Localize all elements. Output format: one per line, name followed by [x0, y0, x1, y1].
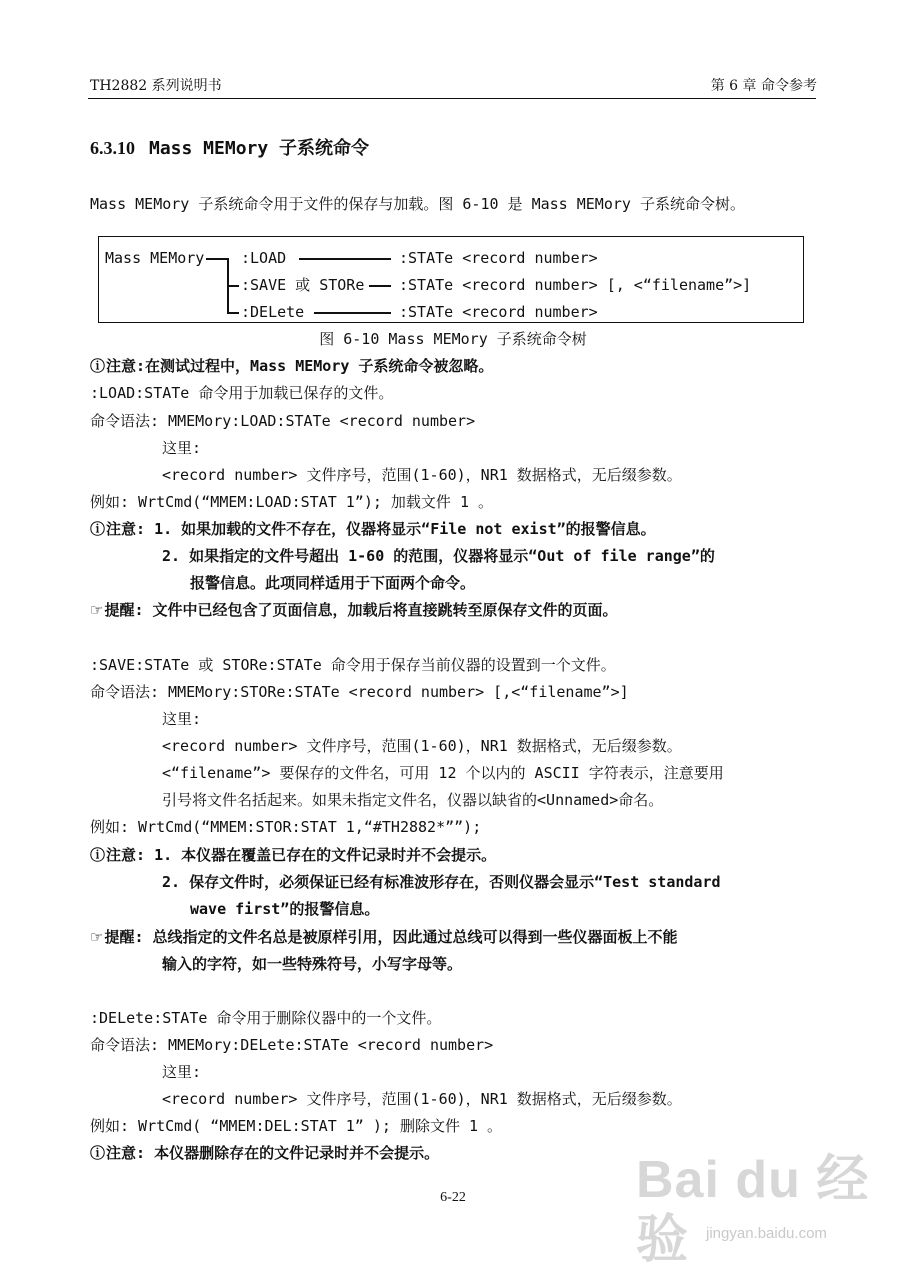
tree-dash: [314, 312, 391, 314]
tree-cmd-save: :SAVE 或 STORe: [241, 276, 365, 294]
tree-branch: [227, 312, 239, 314]
load-note-1: ⓘ注意: 1. 如果加载的文件不存在，仪器将显示“File not exist”的报警信息。: [90, 520, 656, 538]
section-number: 6.3.10: [90, 138, 135, 158]
note-ignored: ⓘ注意:在测试过程中，Mass MEMory 子系统命令被忽略。: [90, 357, 494, 375]
save-param-2a: <“filename”> 要保存的文件名，可用 12 个以内的 ASCII 字符表示，注意要用: [162, 764, 724, 782]
pointing-hand-icon: ☞: [90, 601, 104, 619]
save-tip-a: ☞提醒: 总线指定的文件名总是被原样引用，因此通过总线可以得到一些仪器面板上不能: [90, 928, 678, 946]
load-description: :LOAD:STATe 命令用于加载已保存的文件。: [90, 384, 394, 402]
tree-connector: [206, 258, 228, 260]
delete-where: 这里:: [162, 1063, 202, 1081]
baidu-watermark: [636, 1150, 876, 1270]
circled-i-icon: ⓘ: [90, 846, 106, 864]
save-tip-b: 输入的字符，如一些特殊符号，小写字母等。: [162, 955, 463, 973]
save-syntax: 命令语法: MMEMory:STORe:STATe <record number> [,<“filename”>]: [90, 683, 629, 701]
load-param: <record number> 文件序号，范围(1-60)，NR1 数据格式，无后缀参数。: [162, 466, 682, 484]
page-number: 6-22: [440, 1190, 466, 1205]
watermark-url: jingyan.baidu.com: [706, 1225, 827, 1242]
tree-cmd-delete: :DELete: [241, 303, 305, 321]
pointing-hand-icon: ☞: [90, 928, 104, 946]
save-note-1: ⓘ注意: 1. 本仪器在覆盖已存在的文件记录时并不会提示。: [90, 846, 497, 864]
save-example: 例如: WrtCmd(“MMEM:STOR:STAT 1,“#TH2882*””);: [90, 818, 482, 836]
command-tree: [98, 236, 804, 323]
tree-param-save: :STATe <record number> [, <“filename”>]: [399, 276, 752, 294]
circled-i-icon: ⓘ: [90, 1144, 106, 1162]
header-rule: [88, 98, 816, 99]
save-param-2b: 引号将文件名括起来。如果未指定文件名，仪器以缺省的<Unnamed>命名。: [162, 791, 664, 809]
save-note-2a: 2. 保存文件时，必须保证已经有标准波形存在，否则仪器会显示“Test standard: [162, 873, 721, 891]
tree-dash: [299, 258, 391, 260]
header-right: 第 6 章 命令参考: [710, 78, 817, 94]
load-tip: ☞提醒: 文件中已经包含了页面信息，加载后将直接跳转至原保存文件的页面。: [90, 601, 618, 619]
delete-description: :DELete:STATe 命令用于删除仪器中的一个文件。: [90, 1009, 442, 1027]
section-title: [90, 136, 369, 161]
section-title-text: Mass MEMory 子系统命令: [149, 138, 370, 159]
delete-example: 例如: WrtCmd( “MMEM:DEL:STAT 1” ); 删除文件 1 。: [90, 1117, 503, 1135]
delete-param: <record number> 文件序号，范围(1-60)，NR1 数据格式，无后缀参数。: [162, 1090, 682, 1108]
circled-i-icon: ⓘ: [90, 520, 106, 538]
delete-syntax: 命令语法: MMEMory:DELete:STATe <record number>: [90, 1036, 494, 1054]
save-param-1: <record number> 文件序号，范围(1-60)，NR1 数据格式，无后缀参数。: [162, 737, 682, 755]
tree-param-load: :STATe <record number>: [399, 249, 598, 267]
tree-dash: [369, 285, 391, 287]
tree-root: Mass MEMory: [105, 249, 205, 267]
watermark-logo: Bai du 经验: [636, 1151, 870, 1269]
load-where: 这里:: [162, 439, 202, 457]
load-note-2b: 报警信息。此项同样适用于下面两个命令。: [190, 574, 476, 592]
delete-note: ⓘ注意: 本仪器删除存在的文件记录时并不会提示。: [90, 1144, 440, 1162]
tree-branch: [227, 285, 239, 287]
tree-cmd-load: :LOAD: [241, 249, 287, 267]
save-note-2b: wave first”的报警信息。: [190, 900, 380, 918]
load-example: 例如: WrtCmd(“MMEM:LOAD:STAT 1”); 加载文件 1 。: [90, 493, 494, 511]
save-where: 这里:: [162, 710, 202, 728]
tree-param-delete: :STATe <record number>: [399, 303, 598, 321]
header-left: TH2882 系列说明书: [90, 78, 222, 94]
circled-i-icon: ⓘ: [90, 357, 106, 375]
load-syntax: 命令语法: MMEMory:LOAD:STATe <record number>: [90, 412, 476, 430]
load-note-2a: 2. 如果指定的文件号超出 1-60 的范围，仪器将显示“Out of file range”的: [162, 547, 715, 565]
intro-paragraph: Mass MEMory 子系统命令用于文件的保存与加载。图 6-10 是 Mass MEMory 子系统命令树。: [90, 195, 745, 213]
figure-caption: 图 6-10 Mass MEMory 子系统命令树: [319, 330, 587, 348]
save-description: :SAVE:STATe 或 STORe:STATe 命令用于保存当前仪器的设置到一个文件。: [90, 656, 616, 674]
